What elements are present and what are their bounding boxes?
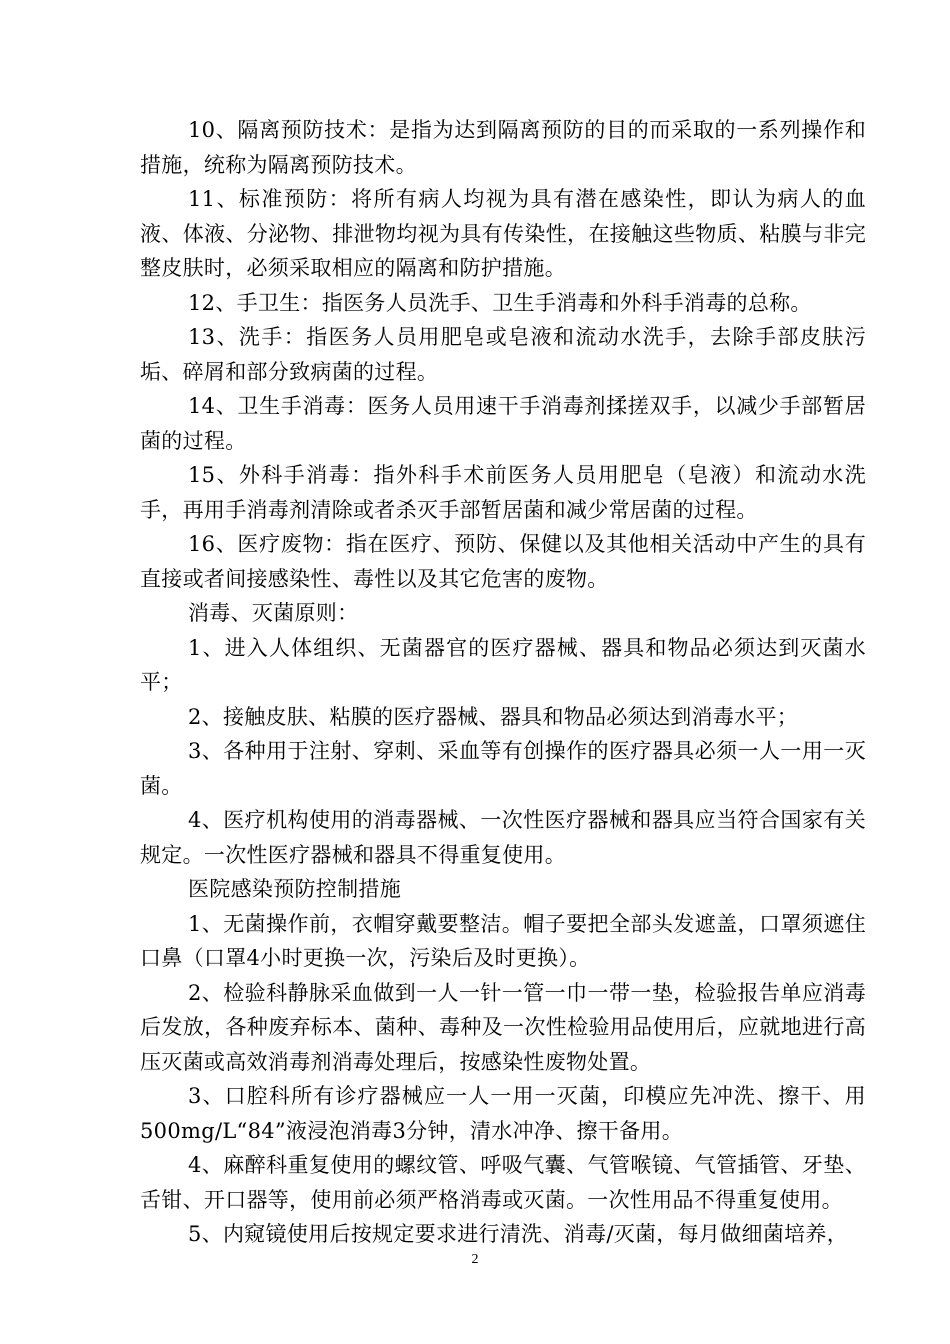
paragraph-term-11: 11、标准预防：将所有病人均视为具有潜在感染性，即认为病人的血液、体液、分泌物、排泄物均视为具有传染性，在接触这些物质、粘膜与非完整皮肤时，必须采取相应的隔离和防护措施。 [140,187,866,280]
paragraph-term-15: 15、外科手消毒：指外科手术前医务人员用肥皂（皂液）和流动水洗手，再用手消毒剂清除或者杀灭手部暂居菌和减少常居菌的过程。 [140,463,866,522]
paragraph-measure-4: 4、麻醉科重复使用的螺纹管、呼吸气囊、气管喉镜、气管插管、牙垫、舌钳、开口器等，使用前必须严格消毒或灭菌。一次性用品不得重复使用。 [140,1153,866,1212]
paragraph-principle-4: 4、医疗机构使用的消毒器械、一次性医疗器械和器具应当符合国家有关规定。一次性医疗器械和器具不得重复使用。 [140,808,866,867]
paragraph-principle-3: 3、各种用于注射、穿刺、采血等有创操作的医疗器具必须一人一用一灭菌。 [140,739,866,798]
paragraph-term-12: 12、手卫生：指医务人员洗手、卫生手消毒和外科手消毒的总称。 [188,290,812,315]
paragraph-term-10: 10、隔离预防技术：是指为达到隔离预防的目的而采取的一系列操作和措施，统称为隔离预防技术。 [140,118,866,177]
paragraph-term-16: 16、医疗废物：指在医疗、预防、保健以及其他相关活动中产生的具有直接或者间接感染性、毒性以及其它危害的废物。 [140,532,866,591]
paragraph-principle-1: 1、进入人体组织、无菌器官的医疗器械、器具和物品必须达到灭菌水平； [140,635,866,694]
section-heading-infection-control: 医院感染预防控制措施 [188,877,401,901]
page-number: 2 [471,1252,479,1267]
paragraph-measure-5: 5、内窥镜使用后按规定要求进行清洗、消毒/灭菌，每月做细菌培养， [188,1222,849,1246]
paragraph-measure-1: 1、无菌操作前，衣帽穿戴要整洁。帽子要把全部头发遮盖，口罩须遮住口鼻（口罩4小时更换一次，污染后及时更换）。 [140,911,866,970]
paragraph-measure-3: 3、口腔科所有诊疗器械应一人一用一灭菌，印模应先冲洗、擦干、用500mg/L“84”液浸泡消毒3分钟，清水冲净、擦干备用。 [140,1084,866,1143]
paragraph-term-14: 14、卫生手消毒：医务人员用速干手消毒剂揉搓双手，以减少手部暂居菌的过程。 [140,394,866,453]
paragraph-principle-2: 2、接触皮肤、粘膜的医疗器械、器具和物品必须达到消毒水平； [188,704,799,729]
document-body [140,113,866,1252]
section-heading-disinfection: 消毒、灭菌原则： [188,601,359,625]
paragraph-term-13: 13、洗手：指医务人员用肥皂或皂液和流动水洗手，去除手部皮肤污垢、碎屑和部分致病菌的过程。 [140,325,866,384]
paragraph-measure-2: 2、检验科静脉采血做到一人一针一管一巾一带一垫，检验报告单应消毒后发放，各种废弃标本、菌种、毒种及一次性检验用品使用后，应就地进行高压灭菌或高效消毒剂消毒处理后，按感染性废物处置。 [140,980,866,1074]
